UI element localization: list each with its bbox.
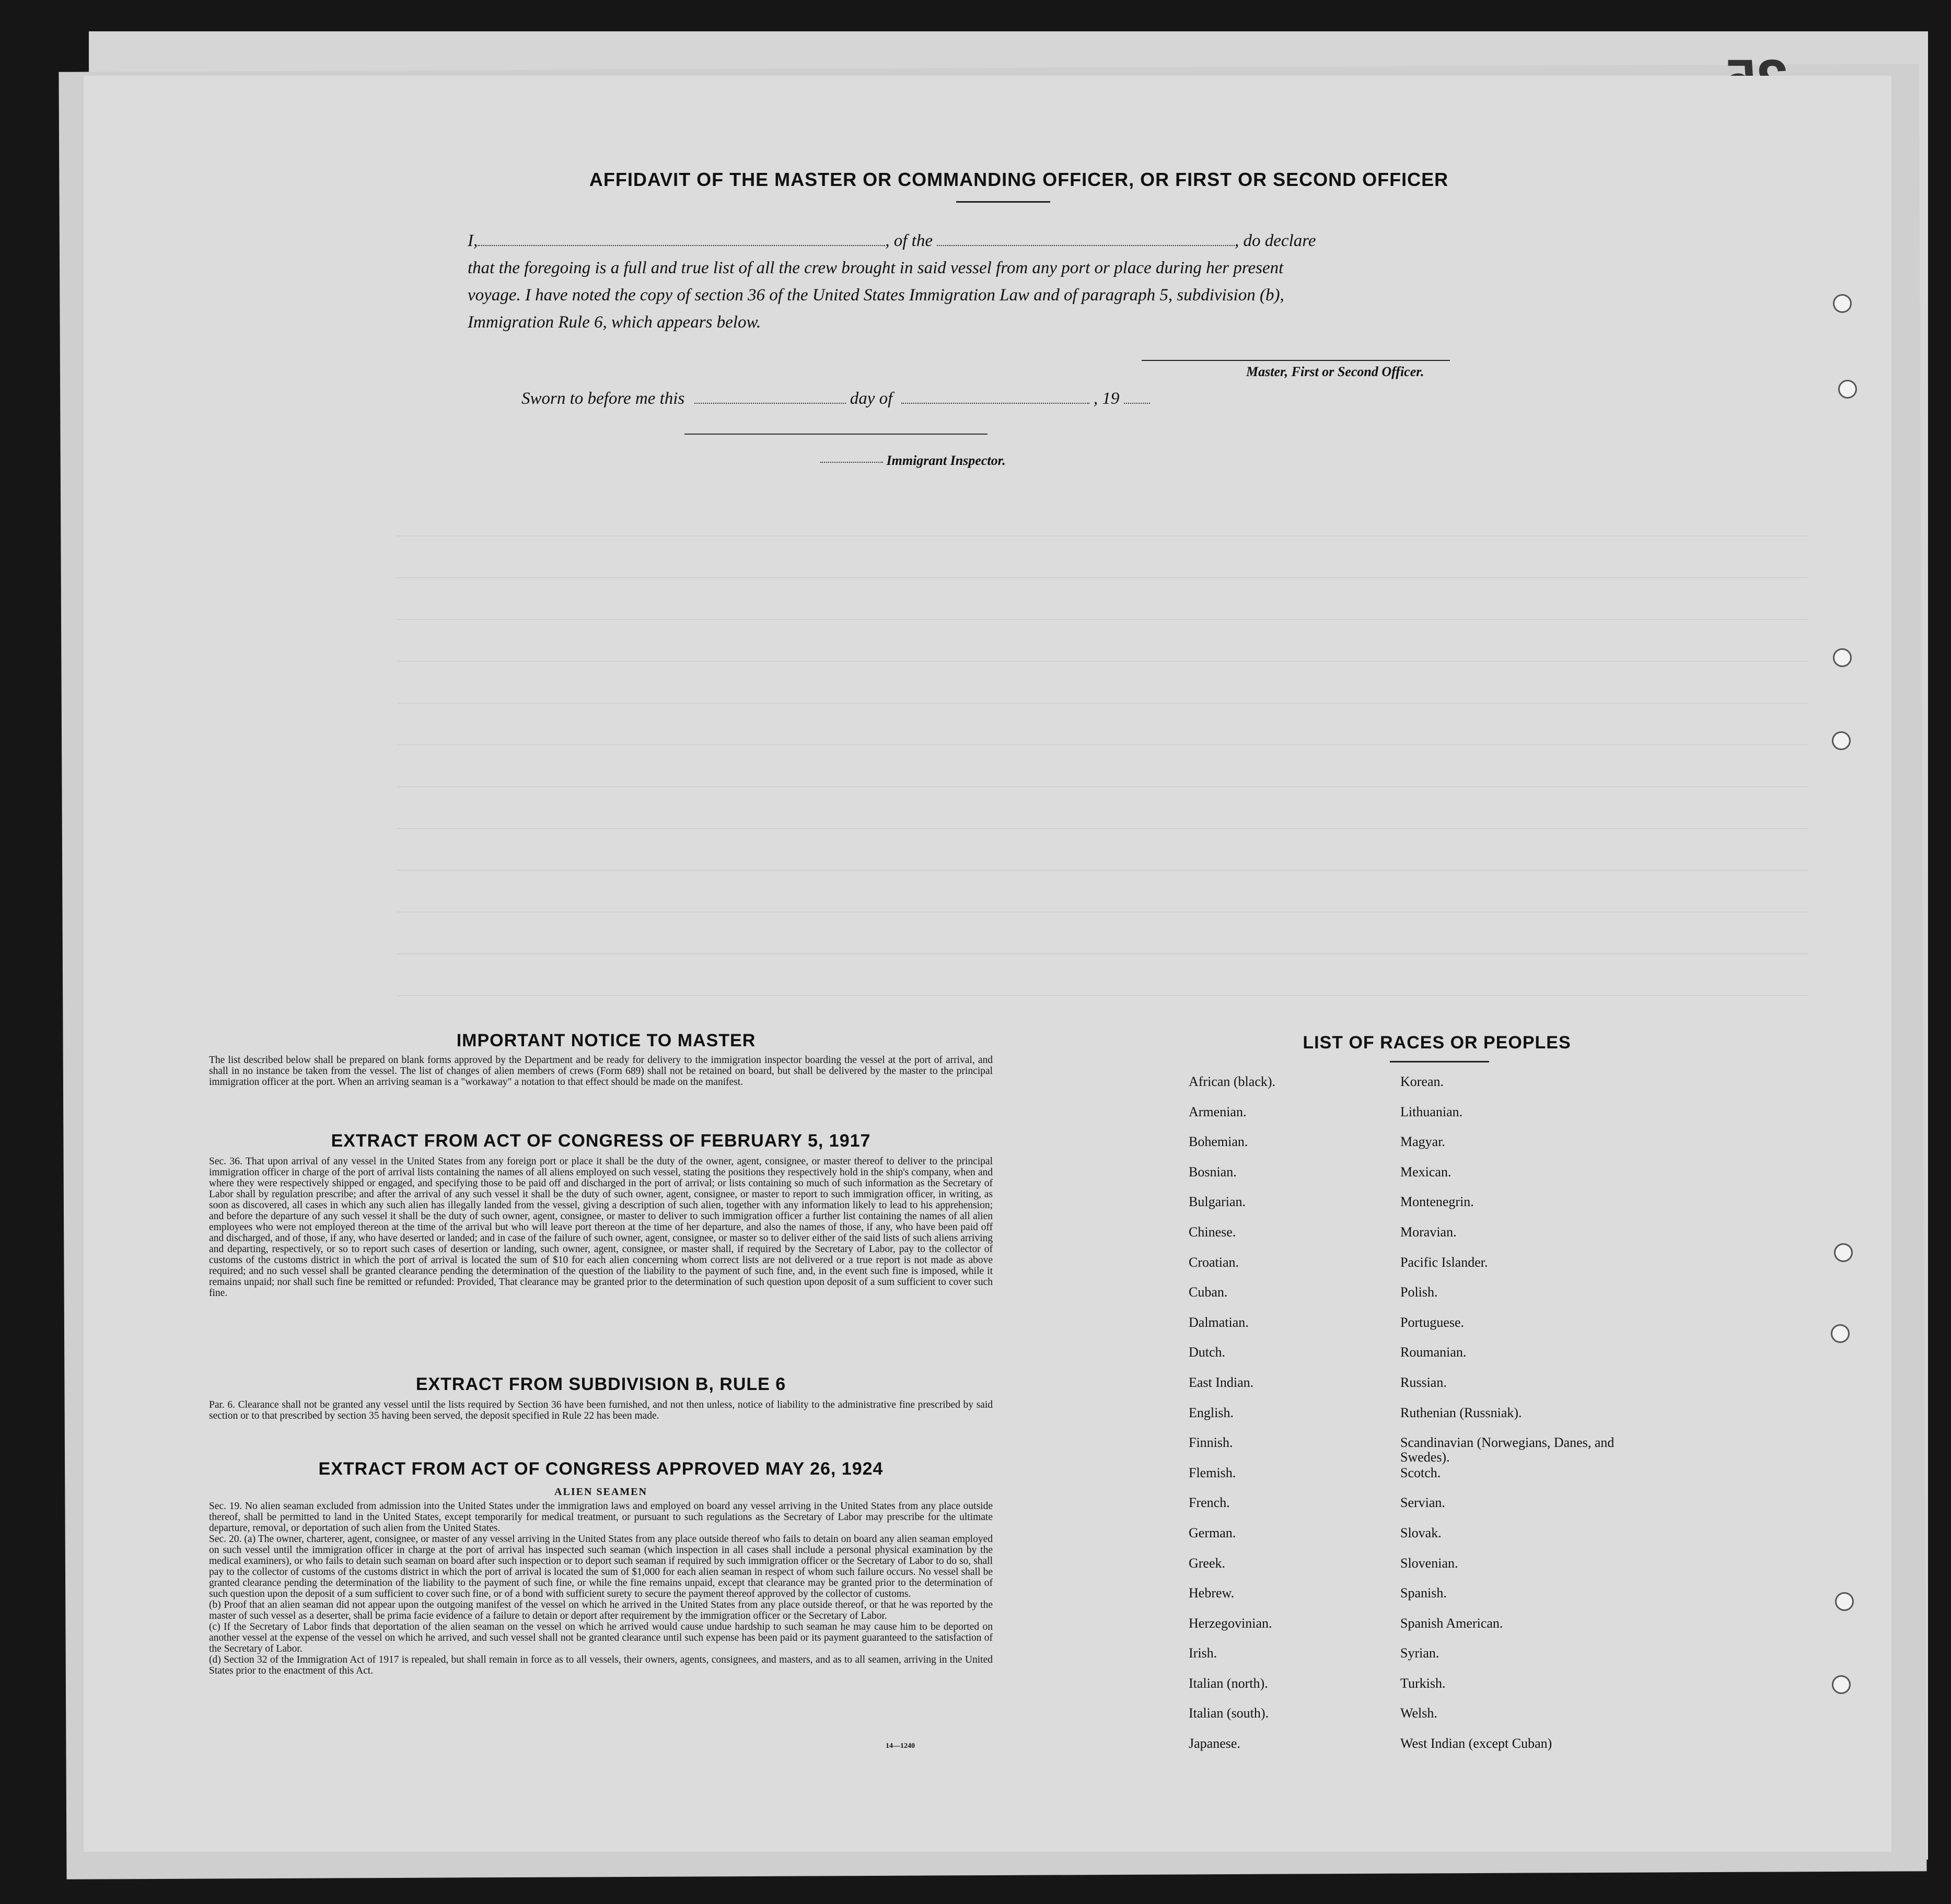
race-item: Bulgarian. bbox=[1189, 1194, 1246, 1210]
race-item: Syrian. bbox=[1400, 1645, 1439, 1661]
race-item: West Indian (except Cuban) bbox=[1400, 1736, 1552, 1751]
punch-hole bbox=[1832, 731, 1851, 750]
race-item: Italian (south). bbox=[1189, 1706, 1269, 1721]
race-item: Armenian. bbox=[1189, 1104, 1247, 1119]
race-item: Servian. bbox=[1400, 1495, 1445, 1511]
race-item: Roumanian. bbox=[1400, 1345, 1467, 1360]
race-item: Dutch. bbox=[1189, 1345, 1226, 1360]
race-item: Greek. bbox=[1189, 1555, 1226, 1571]
punch-hole bbox=[1831, 1324, 1850, 1343]
extract-rule6-title: EXTRACT FROM SUBDIVISION B, RULE 6 bbox=[415, 1374, 786, 1394]
race-item: Dalmatian. bbox=[1189, 1314, 1249, 1330]
race-item: Irish. bbox=[1189, 1645, 1217, 1661]
bleed-through-row bbox=[397, 828, 1808, 829]
punch-hole bbox=[1838, 380, 1857, 399]
race-item: Bosnian. bbox=[1189, 1164, 1237, 1179]
inspector-signature-line[interactable] bbox=[684, 434, 988, 435]
extract-1924-title: EXTRACT FROM ACT OF CONGRESS APPROVED MAY 26, 1924 bbox=[318, 1459, 884, 1479]
vessel-name-field[interactable] bbox=[937, 244, 1235, 246]
extract-1917-title: EXTRACT FROM ACT OF CONGRESS OF FEBRUARY 5, 1917 bbox=[331, 1131, 871, 1151]
race-item: Slovak. bbox=[1400, 1525, 1442, 1540]
punch-hole bbox=[1832, 1675, 1851, 1694]
race-item: Croatian. bbox=[1189, 1254, 1239, 1270]
punch-hole bbox=[1835, 1592, 1854, 1611]
bleed-through-row bbox=[397, 912, 1808, 913]
races-right-column bbox=[1400, 1074, 1625, 1767]
race-item: Moravian. bbox=[1400, 1224, 1457, 1240]
race-item: African (black). bbox=[1189, 1074, 1276, 1089]
declarant-name-field[interactable] bbox=[478, 244, 885, 246]
race-item: Ruthenian (Russniak). bbox=[1400, 1405, 1522, 1420]
extract-1917-text: Sec. 36. That upon arrival of any vessel in the United States from any foreign port or place it shall be the duty of the owner, agent, consignee, or master thereof to deliver to the principal immigration officer in charge of the port of arrival lists containing the names of all aliens employed on such vessel, stating the positions they respectively hold in the ship's company, when and where they were respectively shipped or engaged, and specifying those to be paid off and discharged in the port of arrival; or lists containing so much of such information as the Secretary of Labor shall by regulation prescribe; and after the arrival of any such vessel it shall be the duty of such owner, agent, consignee, or master to report to such immigration officer, in writing, as soon as discovered, all cases in which any such alien has illegally landed from the vessel, giving a description of such alien, together with any information likely to lead to his apprehension; and before the departure of any such vessel it shall be the duty of such owner, agent, consignee, or master to deliver to such immigration officer a further list containing the names of all alien employees who were not employed thereon at the time of the arrival but who will leave port thereon at the time of her departure, and also the names of those, if any, who have been paid off and discharged, and of those, if any, who have deserted or landed; and in case of the failure of such owner, agent, consignee, or master so to deliver either of the said lists of such aliens arriving and departing, respectively, or so to report such cases of desertion or landing, such owner, agent, consignee, or master shall, if required by the Secretary of Labor, pay to the collector of customs of the customs district in which the port of arrival is located the sum of $10 for each alien concerning whom correct lists are not delivered or a true report is not made as above required; and no such vessel shall be granted clearance pending the determination of the question of the liability to the payment of such fine, and, in the event such fine is imposed, while it remains unpaid; nor shall such fine be remitted or refunded: Provided, That clearance may be granted prior to the determination of such question upon deposit of a sum sufficient to cover such fine. bbox=[209, 1156, 993, 1299]
punch-hole bbox=[1834, 1243, 1853, 1262]
sec-20c-paragraph: (c) If the Secretary of Labor finds that deportation of the alien seaman on the vessel on which he arrived would cause undue hardship to such seaman he may cause him to be deported on another vessel at the expense of the vessel on which he arrived, and such vessel shall not be granted clearance until such expense has been paid or its payment guaranteed to the satisfaction of the Secretary of Labor. bbox=[209, 1621, 993, 1654]
bleed-through-row bbox=[397, 577, 1808, 578]
title-underline bbox=[956, 201, 1050, 203]
race-item: East Indian. bbox=[1189, 1374, 1254, 1390]
declare-label: , do declare bbox=[1234, 231, 1316, 250]
punch-hole bbox=[1833, 294, 1852, 313]
affidavit-line-2: that the foregoing is a full and true list of all the crew brought in said vessel from any port or place during her present bbox=[468, 259, 1284, 277]
race-item: German. bbox=[1189, 1525, 1236, 1540]
vessel-label: , of the bbox=[885, 231, 933, 250]
race-item: Turkish. bbox=[1400, 1675, 1446, 1691]
bleed-through-row bbox=[397, 535, 1808, 536]
affidavit-text bbox=[468, 227, 1481, 336]
race-item: Magyar. bbox=[1400, 1134, 1445, 1150]
affidavit-line-1 bbox=[468, 227, 1481, 254]
race-item: French. bbox=[1189, 1495, 1230, 1511]
race-item: Bohemian. bbox=[1189, 1134, 1248, 1150]
race-item: Italian (north). bbox=[1189, 1675, 1268, 1691]
sec-20d-paragraph: (d) Section 32 of the Immigration Act of 1917 is repealed, but shall remain in force as to all vessels, their owners, agents, consignees, and masters, and as to all seamen, arriving in the United States prior to the enactment of this Act. bbox=[209, 1654, 993, 1676]
race-item: Japanese. bbox=[1189, 1736, 1240, 1751]
sworn-label: Sworn to before me this bbox=[521, 389, 685, 408]
sworn-year-field[interactable] bbox=[1124, 402, 1150, 404]
race-item: Welsh. bbox=[1400, 1706, 1437, 1721]
affidavit-line-4: Immigration Rule 6, which appears below. bbox=[468, 313, 761, 332]
extract-1924-text bbox=[209, 1501, 993, 1676]
sec-19-paragraph: Sec. 19. No alien seaman excluded from admission into the United States under the immigration laws and employed on board any vessel arriving in the United States from any place outside thereof, shall be permitted to land in the United States, except temporarily for medical treatment, or pursuant to such regulations as the Secretary of Labor may prescribe for the ultimate departure, removal, or deportation of such alien from the United States. bbox=[209, 1501, 993, 1534]
bleed-through-row bbox=[397, 953, 1808, 954]
race-item: Spanish. bbox=[1400, 1585, 1447, 1601]
race-item: Portuguese. bbox=[1400, 1314, 1465, 1330]
declarant-label: I, bbox=[468, 231, 478, 250]
race-item: Montenegrin. bbox=[1400, 1194, 1474, 1210]
bleed-through-row bbox=[397, 995, 1808, 996]
race-item: Flemish. bbox=[1189, 1465, 1236, 1480]
race-item: English. bbox=[1189, 1405, 1234, 1420]
sworn-statement bbox=[521, 389, 1253, 408]
race-item: Chinese. bbox=[1189, 1224, 1236, 1240]
extract-rule6-text: Par. 6. Clearance shall not be granted any vessel until the lists required by Section 36 have been furnished, and not then unless, notice of liability to the administrative fine prescribed by said section or to that prescribed by section 35 having been served, the deposit specified in Rule 22 has been made. bbox=[209, 1399, 993, 1421]
bleed-through-row bbox=[397, 703, 1808, 704]
inspector-leader bbox=[820, 461, 883, 463]
race-item: Scotch. bbox=[1400, 1465, 1441, 1480]
form-number: 14—1240 bbox=[886, 1742, 915, 1750]
race-item: Russian. bbox=[1400, 1374, 1447, 1390]
inspector-label-text: Immigrant Inspector. bbox=[886, 453, 1006, 468]
affidavit-title: AFFIDAVIT OF THE MASTER OR COMMANDING OFFICER, OR FIRST OR SECOND OFFICER bbox=[589, 169, 1449, 190]
sworn-month-field[interactable] bbox=[901, 402, 1089, 404]
bleed-through-row bbox=[397, 619, 1808, 620]
race-item: Polish. bbox=[1400, 1284, 1438, 1300]
sec-20a-paragraph: Sec. 20. (a) The owner, charterer, agent, consignee, or master of any vessel arriving in the United States from any place outside thereof who fails to detain on board any alien seaman employed on such vessel until the immigration officer in charge at the port of arrival has inspected such seaman (which inspection in all cases shall include a personal physical examination by the medical examiners), or who fails to detain such seaman on board after such inspection or to deport such seaman if required by such immigration officer or the Secretary of Labor to do so, shall pay to the collector of customs of the customs district in which the port of arrival is located the sum of $1,000 for each alien seaman in respect of whom such failure occurs. No vessel shall be granted clearance pending the determination of the liability to the payment of such fine, or while the fine remains unpaid, except that clearance may be granted prior to the determination of such question upon the deposit of a sum sufficient to cover such fine, or of a bond with sufficient surety to secure the payment thereof approved by the collector of customs. bbox=[209, 1534, 993, 1599]
notice-text: The list described below shall be prepared on blank forms approved by the Department and be ready for delivery to the immigration inspector boarding the vessel at the port of arrival, and shall in no instance be taken from the vessel. The list of changes of alien members of crews (Form 689) shall not be retained on board, but shall be delivered by the master to the principal immigration officer at the port. When an arriving seaman is a "workaway" a notation to that effect should be made on the manifest. bbox=[209, 1055, 993, 1088]
year-label: , 19 bbox=[1093, 389, 1120, 408]
race-item: Pacific Islander. bbox=[1400, 1254, 1488, 1270]
races-underline bbox=[1390, 1061, 1489, 1062]
alien-seamen-heading: ALIEN SEAMEN bbox=[554, 1486, 647, 1498]
race-item: Finnish. bbox=[1189, 1435, 1233, 1451]
race-item: Korean. bbox=[1400, 1074, 1444, 1089]
signature-line[interactable] bbox=[1142, 360, 1450, 361]
race-item: Slovenian. bbox=[1400, 1555, 1458, 1571]
bleed-through-row bbox=[397, 786, 1808, 787]
sworn-day-field[interactable] bbox=[694, 402, 846, 404]
race-item: Spanish American. bbox=[1400, 1615, 1503, 1631]
affidavit-line-3: voyage. I have noted the copy of section 36 of the United States Immigration Law and of paragraph 5, subdivision (b), bbox=[468, 286, 1284, 305]
notice-title: IMPORTANT NOTICE TO MASTER bbox=[456, 1031, 756, 1050]
race-item: Hebrew. bbox=[1189, 1585, 1235, 1601]
manifest-page bbox=[84, 76, 1891, 1852]
bleed-through-row bbox=[397, 744, 1808, 745]
punch-hole bbox=[1833, 648, 1852, 667]
race-item: Scandinavian (Norwegians, Danes, and Swedes). bbox=[1400, 1435, 1615, 1465]
day-of-label: day of bbox=[850, 389, 893, 408]
races-left-column bbox=[1189, 1074, 1377, 1767]
inspector-label bbox=[820, 453, 1006, 469]
bleed-through-row bbox=[397, 870, 1808, 871]
race-item: Herzegovinian. bbox=[1189, 1615, 1272, 1631]
race-item: Cuban. bbox=[1189, 1284, 1228, 1300]
race-item: Mexican. bbox=[1400, 1164, 1451, 1179]
bleed-through-row bbox=[397, 661, 1808, 662]
sec-20b-paragraph: (b) Proof that an alien seaman did not appear upon the outgoing manifest of the vessel on which he arrived in the United States from any place outside thereof, or that he was reported by the master of such vessel as a deserter, shall be prima facie evidence of a failure to detain or deport after requirement by the immigration officer or the Secretary of Labor. bbox=[209, 1599, 993, 1621]
races-title: LIST OF RACES OR PEOPLES bbox=[1303, 1033, 1571, 1053]
signature-label: Master, First or Second Officer. bbox=[1246, 364, 1424, 379]
race-item: Lithuanian. bbox=[1400, 1104, 1463, 1119]
